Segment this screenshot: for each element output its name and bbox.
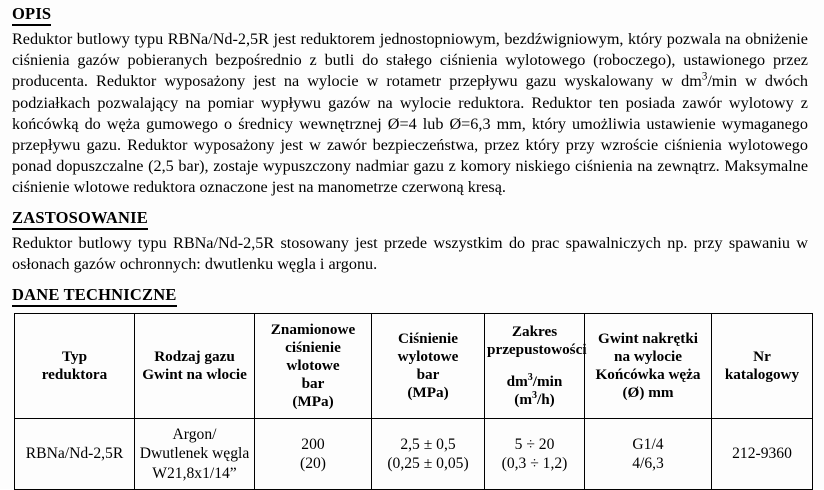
opis-paragraph-part1: Reduktor butlowy typu RBNa/Nd-2,5R jest reduktorem jednostopniowym, bezdźwigniowym, który pozwala na obniżenie ciśnienia gazów pobieranych bezpośrednio z butli do stałego ciśnienia wylotowego (roboczego), ustawionego przez producenta. Reduktor wyposażony jest na wylocie w rotametr przepływu gazu wyskalowany w dm <box>12 30 808 91</box>
cell-line: W21,8x1/14” <box>152 464 237 482</box>
col-header-line: ciśnienie <box>285 338 341 356</box>
col-header-line: Nr <box>753 347 771 365</box>
col-header-line: Ciśnienie <box>398 329 458 347</box>
col-header-line: bar <box>416 366 440 384</box>
col-header-line: (MPa) <box>407 384 449 402</box>
cell-nr-katalogowy: 212-9360 <box>712 419 813 490</box>
section-heading-opis: OPIS <box>12 4 51 26</box>
col-header-cisnienie-wylotowe <box>372 314 485 419</box>
cell-cisnienie-wlotowe <box>255 419 372 490</box>
unit-tail: /min <box>532 372 563 390</box>
col-header-line: Końcówka węża <box>595 366 701 384</box>
cell-line: (0,25 ± 0,05) <box>387 455 469 473</box>
col-header-unit-primary <box>487 373 582 391</box>
cell-line: 2,5 ± 0,5 <box>400 435 456 453</box>
section-heading-zastosowanie: ZASTOSOWANIE <box>12 208 148 230</box>
col-header-line: Gwint nakrętki <box>598 329 698 347</box>
unit-superscript: 3 <box>527 371 533 383</box>
cell-line: 4/6,3 <box>632 455 664 473</box>
col-header-line: przepustowości <box>487 341 587 359</box>
cell-line: (0,3 ÷ 1,2) <box>501 455 568 473</box>
zastosowanie-paragraph: Reduktor butlowy typu RBNa/Nd-2,5R stosowany jest przede wszystkim do prac spawalniczych np. przy spawaniu w osłonach gazów ochronnych: dwutlenku węgla i argonu. <box>12 233 808 273</box>
col-header-zakres-przepustowosci <box>485 314 585 419</box>
col-header-line: na wylocie <box>614 347 682 365</box>
section-heading-dane-techniczne: DANE TECHNICZNE <box>12 285 177 307</box>
col-header-line: bar <box>301 375 325 393</box>
col-header-spacer <box>487 360 582 373</box>
opis-paragraph <box>12 29 812 199</box>
cell-line: G1/4 <box>632 435 664 453</box>
col-header-line: (Ø) mm <box>622 384 674 402</box>
col-header-line: Zakres <box>511 323 558 341</box>
col-header-line: wlotowe <box>286 356 340 374</box>
col-header-znamionowe-cisnienie-wlotowe <box>255 314 372 419</box>
col-header-line: Gwint na wlocie <box>142 366 247 384</box>
cell-zakres-przepustowosci <box>485 419 585 490</box>
col-header-rodzaj-gazu <box>135 314 255 419</box>
col-header-gwint-nakretki <box>585 314 712 419</box>
col-header-unit-secondary <box>487 391 582 409</box>
spec-table <box>14 313 813 490</box>
cell-gwint-nakretki <box>585 419 712 490</box>
unit-text: (m <box>514 390 532 408</box>
col-header-line: (MPa) <box>292 393 334 411</box>
table-header-row <box>15 314 813 419</box>
unit-superscript: 3 <box>531 389 537 401</box>
col-header-line: wylotowe <box>397 347 459 365</box>
cell-line: (20) <box>300 455 326 473</box>
unit-text: dm <box>506 372 528 390</box>
opis-superscript-cubic: 3 <box>701 71 708 84</box>
col-header-line: Rodzaj gazu <box>154 347 235 365</box>
cell-line: 5 ÷ 20 <box>514 435 555 453</box>
table-row <box>15 419 813 490</box>
cell-typ-reduktora: RBNa/Nd-2,5R <box>15 419 135 490</box>
opis-paragraph-part2: /min w dwóch podziałkach pozwalający na pomiar wypływu gazów na wylocie reduktora. Reduktor ten posiada zawór wylotowy z końcówką do węża gumowego o średnicy wewnętrznej Ø=4 lub Ø=6,3 mm, który umożliwia ustawienie wymaganego przepływu gazu. Reduktor wyposażony jest w zawór bezpieczeństwa, przez który przy wzroście ciśnienia wylotowego ponad dopuszczalne (2,5 bar), zostaje wypuszczony nadmiar gazu z komory niskiego ciśnienia na zewnątrz. Maksymalne ciśnienie wlotowe reduktora oznaczone jest na manometrze czerwoną kresą. <box>12 72 808 197</box>
cell-line: 200 <box>301 435 325 453</box>
opis-heading-container <box>12 0 812 26</box>
cell-line: Argon/ <box>172 425 217 443</box>
cell-cisnienie-wylotowe <box>372 419 485 490</box>
col-header-line: Typ <box>61 347 88 365</box>
col-header-line: katalogowy <box>724 366 800 384</box>
spec-table-container <box>12 313 812 490</box>
cell-line: Dwutlenek węgla <box>139 445 250 463</box>
unit-tail: /h) <box>537 390 555 408</box>
col-header-typ-reduktora <box>15 314 135 419</box>
cell-rodzaj-gazu <box>135 419 255 490</box>
col-header-line: reduktora <box>41 366 108 384</box>
zastosowanie-heading-container <box>12 199 812 230</box>
col-header-nr-katalogowy <box>712 314 813 419</box>
dane-techniczne-heading-container <box>12 275 812 307</box>
col-header-line: Znamionowe <box>270 320 356 338</box>
